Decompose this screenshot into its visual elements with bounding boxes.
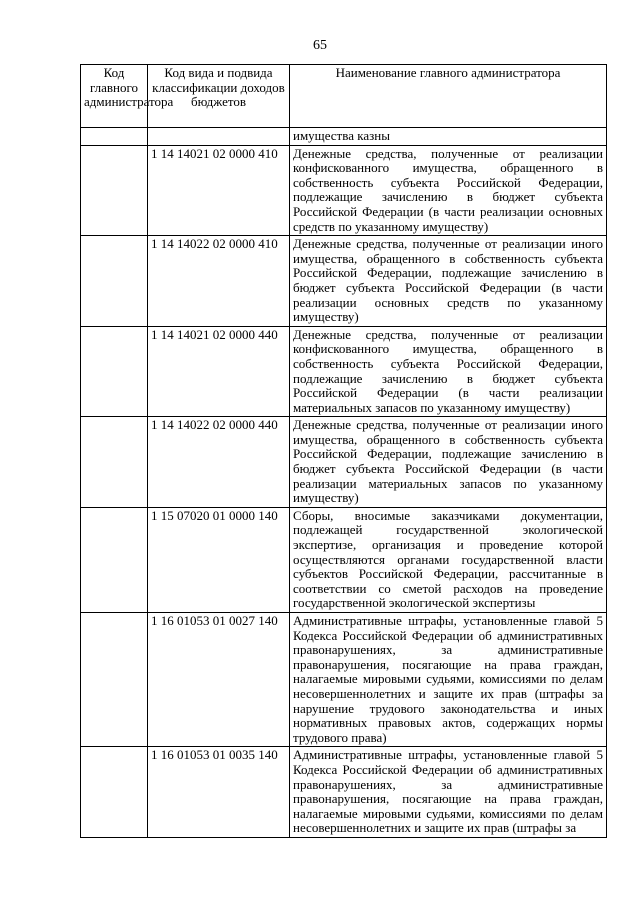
table-row <box>81 145 607 236</box>
table-row <box>81 326 607 417</box>
table-row <box>81 613 607 747</box>
cell-name: Денежные средства, полученные от реализации иного имущества, обращенного в собственность субъекта Российской Федерации, подлежащие зачислению в бюджет субъекта Российской Федерации (в части реализации материальных запасов по указанному имуществу) <box>290 417 607 508</box>
cell-admin-code <box>81 236 148 327</box>
table-row <box>81 417 607 508</box>
table-row <box>81 507 607 612</box>
cell-name: Денежные средства, полученные от реализации конфискованного имущества, обращенного в собственность субъекта Российской Федерации, подлежащие зачислению в бюджет субъекта Российской Федерации (в части реализации основных средств по указанному имуществу) <box>290 145 607 236</box>
cell-admin-code <box>81 613 148 747</box>
cell-admin-code <box>81 417 148 508</box>
cell-income-code: 1 14 14021 02 0000 410 <box>148 145 290 236</box>
cell-income-code: 1 14 14022 02 0000 440 <box>148 417 290 508</box>
cell-admin-code <box>81 326 148 417</box>
cell-income-code <box>148 128 290 146</box>
header-admin-name: Наименование главного администратора <box>290 65 607 128</box>
cell-name: Денежные средства, полученные от реализации иного имущества, обращенного в собственность субъекта Российской Федерации, подлежащие зачислению в бюджет субъекта Российской Федерации (в части реализации основных средств по указанному имуществу) <box>290 236 607 327</box>
cell-income-code: 1 14 14021 02 0000 440 <box>148 326 290 417</box>
header-income-code: Код вида и подвида классификации доходов бюджетов <box>148 65 290 128</box>
cell-name: Административные штрафы, установленные главой 5 Кодекса Российской Федерации об административных правонарушениях, за административные правонарушения, посягающие на права граждан, налагаемые мировыми судьями, комиссиями по делам несовершеннолетних и защите их прав (штрафы за нарушение трудового законодательства и иных нормативных правовых актов, содержащих нормы трудового права) <box>290 613 607 747</box>
table-row <box>81 747 607 838</box>
cell-name: имущества казны <box>290 128 607 146</box>
cell-income-code: 1 14 14022 02 0000 410 <box>148 236 290 327</box>
cell-admin-code <box>81 747 148 838</box>
cell-income-code: 1 16 01053 01 0035 140 <box>148 747 290 838</box>
table-row <box>81 128 607 146</box>
cell-income-code: 1 16 01053 01 0027 140 <box>148 613 290 747</box>
table-row <box>81 236 607 327</box>
page-number: 65 <box>313 38 327 53</box>
cell-admin-code <box>81 128 148 146</box>
cell-admin-code <box>81 145 148 236</box>
cell-name: Сборы, вносимые заказчиками документации, подлежащей государственной экологической экспертизе, организация и проведение которой осуществляются органами государственной власти субъектов Российской Федерации, рассчитанные в соответствии со сметой расходов на проведение государственной экологической экспертизы <box>290 507 607 612</box>
cell-income-code: 1 15 07020 01 0000 140 <box>148 507 290 612</box>
header-admin-code: Код главного администратора <box>81 65 148 128</box>
revenue-classification-table <box>80 64 607 838</box>
table-header-row <box>81 65 607 128</box>
cell-admin-code <box>81 507 148 612</box>
cell-name: Административные штрафы, установленные главой 5 Кодекса Российской Федерации об административных правонарушениях, за административные правонарушения, посягающие на права граждан, налагаемые мировыми судьями, комиссиями по делам несовершеннолетних и защите их прав (штрафы за <box>290 747 607 838</box>
cell-name: Денежные средства, полученные от реализации конфискованного имущества, обращенного в собственность субъекта Российской Федерации, подлежащие зачислению в бюджет субъекта Российской Федерации (в части реализации материальных запасов по указанному имуществу) <box>290 326 607 417</box>
